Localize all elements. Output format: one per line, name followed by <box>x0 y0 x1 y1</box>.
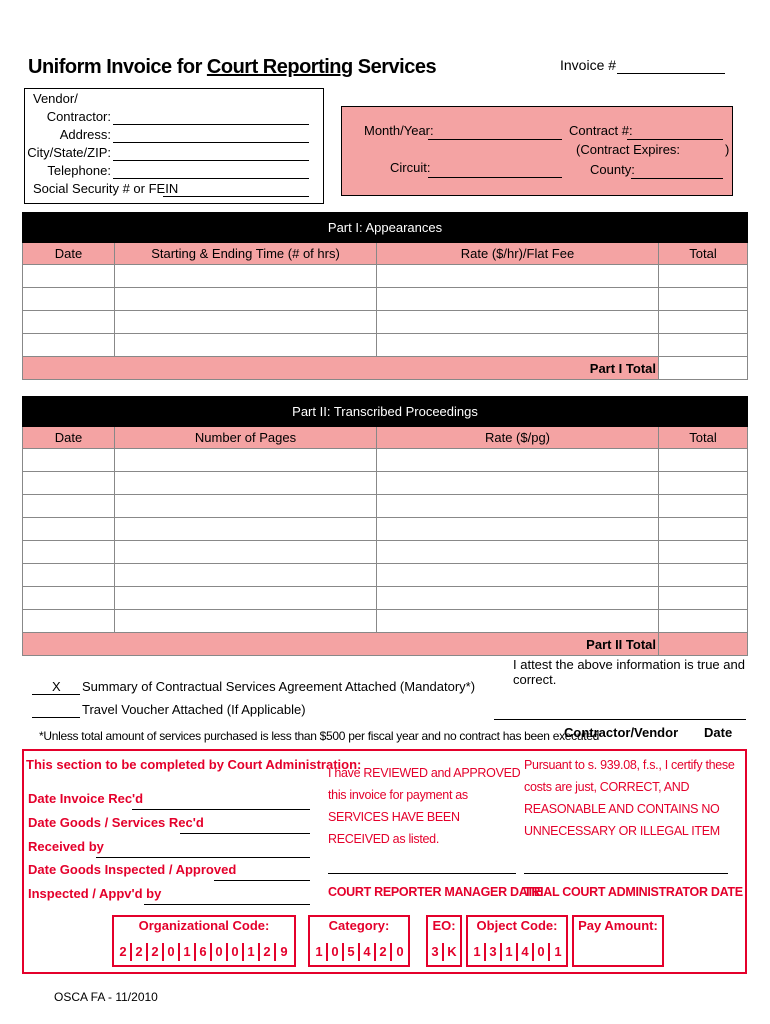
reviewed-statement: I have REVIEWED and APPROVED this invoice for payment as SERVICES HAVE BEEN RECEIVED as listed. <box>328 766 521 846</box>
digit: 3 <box>486 943 502 961</box>
travel-checkline[interactable] <box>32 717 80 718</box>
part2-title: Part II: Transcribed Proceedings <box>23 397 748 427</box>
part1-title: Part I: Appearances <box>23 213 748 243</box>
table-row[interactable] <box>23 311 748 334</box>
part1-col-total: Total <box>659 243 748 265</box>
part2-table <box>22 396 748 656</box>
contract-number-label: Contract #: <box>569 123 633 138</box>
part2-col-pages: Number of Pages <box>115 427 377 449</box>
invoice-recd-label: Date Invoice Rec'd <box>28 791 144 806</box>
table-row[interactable] <box>23 288 748 311</box>
org-code-label: Organizational Code: <box>138 918 270 933</box>
part1-col-rate: Rate ($/hr)/Flat Fee <box>377 243 659 265</box>
month-year-field[interactable] <box>428 139 562 140</box>
digit: 0 <box>164 943 180 961</box>
table-row[interactable] <box>23 334 748 357</box>
digit: 1 <box>244 943 260 961</box>
admin-heading: This section to be completed by Court Administration: <box>26 757 362 772</box>
summary-x-mark: X <box>52 679 61 694</box>
part1-table <box>22 212 748 380</box>
contract-box <box>341 106 733 196</box>
part2-col-total: Total <box>659 427 748 449</box>
org-code-digits <box>116 943 292 961</box>
county-field[interactable] <box>631 178 723 179</box>
received-by-field[interactable] <box>96 857 310 858</box>
form-id: OSCA FA - 11/2010 <box>54 990 158 1004</box>
digit: 2 <box>148 943 164 961</box>
digit: 1 <box>502 943 518 961</box>
digit: 1 <box>554 944 562 959</box>
contractor-vendor-label: Contractor/Vendor <box>564 725 679 740</box>
object-code-label: Object Code: <box>476 918 558 933</box>
contract-number-field[interactable] <box>627 139 723 140</box>
contractor-signature-field[interactable] <box>494 719 746 720</box>
page-title <box>28 56 436 79</box>
part1-total-field[interactable] <box>659 357 748 380</box>
address-field[interactable] <box>113 142 309 143</box>
digit: 0 <box>228 943 244 961</box>
table-row[interactable] <box>23 449 748 472</box>
org-code-box[interactable] <box>112 915 296 967</box>
invoice-recd-field[interactable] <box>132 809 310 810</box>
inspected-label: Date Goods Inspected / Approved <box>28 862 237 877</box>
manager-date-label: COURT REPORTER MANAGER DATE <box>328 885 542 899</box>
ssn-fein-label: Social Security # or FEIN <box>33 181 179 196</box>
eo-digits <box>428 943 460 961</box>
invoice-number-field[interactable] <box>617 73 725 74</box>
digit: 1 <box>312 943 328 961</box>
contractor-label: Contractor: <box>46 109 111 124</box>
pay-amount-label: Pay Amount: <box>578 918 658 933</box>
appvd-by-label: Inspected / Appv'd by <box>28 886 162 901</box>
eo-label: EO: <box>432 918 456 933</box>
table-row[interactable] <box>23 564 748 587</box>
table-row[interactable] <box>23 587 748 610</box>
contractor-field[interactable] <box>113 124 309 125</box>
digit: 3 <box>428 943 444 961</box>
category-box[interactable] <box>308 915 410 967</box>
circuit-label: Circuit: <box>390 160 431 175</box>
administrator-date-label: TRIAL COURT ADMINISTRATOR DATE <box>524 885 743 899</box>
part2-total-field[interactable] <box>659 633 748 656</box>
attest-text: I attest the above information is true and correct. <box>513 657 745 687</box>
part1-col-time: Starting & Ending Time (# of hrs) <box>115 243 377 265</box>
pay-amount-box[interactable] <box>572 915 664 967</box>
digit: 6 <box>196 943 212 961</box>
summary-checkline[interactable] <box>32 694 80 695</box>
title-underlined: Court Reporting <box>206 56 353 78</box>
inspected-field[interactable] <box>214 880 310 881</box>
digit: 0 <box>328 943 344 961</box>
eo-box[interactable] <box>426 915 462 967</box>
month-year-label: Month/Year: <box>364 123 434 138</box>
digit: 2 <box>132 943 148 961</box>
address-label: Address: <box>59 127 111 142</box>
city-state-zip-label: City/State/ZIP: <box>27 145 111 160</box>
part2-col-date: Date <box>23 427 115 449</box>
vendor-label: Vendor/ <box>33 91 78 106</box>
digit: 2 <box>260 943 276 961</box>
digit: K <box>447 944 457 959</box>
vendor-box <box>24 88 324 204</box>
category-digits <box>312 943 408 961</box>
county-label: County: <box>590 162 635 177</box>
table-row[interactable] <box>23 265 748 288</box>
table-row[interactable] <box>23 610 748 633</box>
manager-signature-field[interactable] <box>328 873 516 874</box>
table-row[interactable] <box>23 541 748 564</box>
title-post: Services <box>352 56 437 78</box>
goods-recd-field[interactable] <box>180 833 310 834</box>
digit: 2 <box>116 943 132 961</box>
object-code-box[interactable] <box>466 915 568 967</box>
object-code-digits <box>470 943 566 961</box>
digit: 1 <box>470 943 486 961</box>
contract-expires-label: (Contract Expires: <box>576 142 681 157</box>
circuit-field[interactable] <box>428 177 562 178</box>
received-by-label: Received by <box>28 839 104 854</box>
ssn-fein-field[interactable] <box>163 196 309 197</box>
digit: 4 <box>518 943 534 961</box>
part2-total-label: Part II Total <box>23 633 659 656</box>
digit: 2 <box>376 943 392 961</box>
date-label: Date <box>704 725 733 740</box>
table-row[interactable] <box>23 518 748 541</box>
digit: 0 <box>396 944 404 959</box>
table-row[interactable] <box>23 495 748 518</box>
digit: 1 <box>180 943 196 961</box>
part2-col-rate: Rate ($/pg) <box>377 427 659 449</box>
appvd-by-field[interactable] <box>144 904 310 905</box>
digit: 0 <box>212 943 228 961</box>
invoice-number-label: Invoice # <box>560 57 617 73</box>
administrator-signature-field[interactable] <box>524 873 728 874</box>
summary-attached-label: Summary of Contractual Services Agreement Attached (Mandatory*) <box>82 679 476 694</box>
digit: 5 <box>344 943 360 961</box>
travel-voucher-label: Travel Voucher Attached (If Applicable) <box>82 702 306 717</box>
telephone-field[interactable] <box>113 178 309 179</box>
category-label: Category: <box>328 918 390 933</box>
digit: 0 <box>534 943 550 961</box>
part1-total-label: Part I Total <box>23 357 659 380</box>
mandatory-note: *Unless total amount of services purchased is less than $500 per fiscal year and no contract has been executed <box>39 729 600 743</box>
part1-col-date: Date <box>23 243 115 265</box>
digit: 9 <box>280 944 288 959</box>
city-state-zip-field[interactable] <box>113 160 309 161</box>
table-row[interactable] <box>23 472 748 495</box>
goods-recd-label: Date Goods / Services Rec'd <box>28 815 204 830</box>
title-pre: Uniform Invoice for <box>28 56 207 78</box>
pursuant-statement: Pursuant to s. 939.08, f.s., I certify these costs are just, CORRECT, AND REASONABLE AND CONTAINS NO UNNECESSARY OR ILLEGAL ITEM <box>524 758 735 838</box>
court-admin-section <box>22 749 747 974</box>
telephone-label: Telephone: <box>47 163 111 178</box>
digit: 4 <box>360 943 376 961</box>
contract-expires-close: ) <box>725 142 730 157</box>
